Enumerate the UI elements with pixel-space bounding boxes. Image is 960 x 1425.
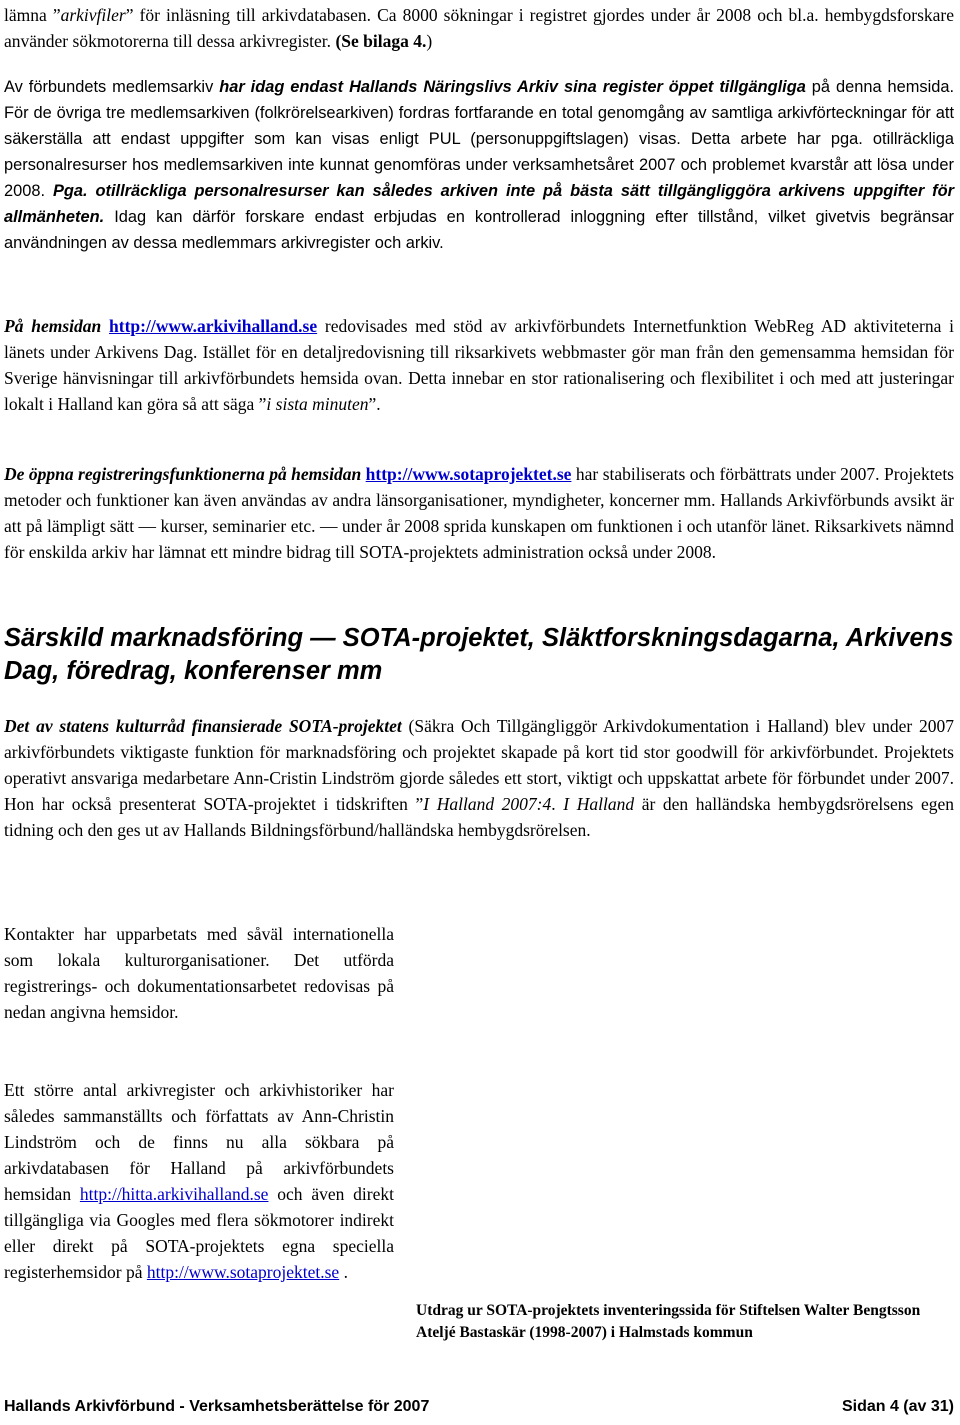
footer-title: Hallands Arkivförbund - Verksamhetsberättelse för 2007: [4, 1398, 430, 1415]
paragraph-arkivfiler: lämna ”arkivfiler” för inläsning till arkivdatabasen. Ca 8000 sökningar i registret gjordes under år 2008 och bl.a. hembygdsforskare använder sökmotorerna till dessa arkivregister. (Se bilaga 4.): [4, 5, 955, 51]
paragraph-arkivregister: Ett större antal arkivregister och arkivhistoriker har således sammanställts och författats av Ann-Christin Lindström och de finns nu alla sökbara på arkivdatabasen för Halland på arkivförbundets hemsidan http://hitta.arkivihalland.se och även direkt tillgängliga via Googles med flera sökmotorer indirekt eller direkt på SOTA-projektets egna speciella registerhemsidor på http://www.sotaprojektet.se .: [4, 1080, 394, 1282]
page-footer: [4, 1398, 954, 1422]
paragraph-kontakter: Kontakter har upparbetats med såväl internationella som lokala kulturorganisationer. Det utförda registrerings- och dokumentationsarbetet redovisas på nedan angivna hemsidor.: [4, 924, 394, 1022]
paragraph-sota-projektet: Det av statens kulturråd finansierade SOTA-projektet (Säkra Och Tillgängliggör Arkivdokumentation i Halland) blev under 2007 arkivförbundets viktigaste funktion för marknadsföring och projektet skapade på kort tid stor goodwill för arkivförbundet. Projektets operativt ansvariga medarbetare Ann-Cristin Lindström gjorde således ett stort, viktigt och uppskattat arbete för förbundet under 2007. Hon har också presenterat SOTA-projektet i tidskriften ”I Halland 2007:4. I Halland är den halländska hembygdsrörelsens egen tidning och den ges ut av Hallands Bildningsförbund/halländska hembygdsrörelsen.: [4, 716, 954, 840]
sotaprojektet-link[interactable]: http://www.sotaprojektet.se: [365, 464, 572, 484]
image-caption: Utdrag ur SOTA-projektets inventeringssida för Stiftelsen Walter Bengtsson Ateljé Bastaskär (1998-2007) i Halmstads kommun: [416, 1302, 921, 1341]
paragraph-medlemsarkiv: Av förbundets medlemsarkiv har idag endast Hallands Näringslivs Arkiv sina register öppet tillgängliga på denna hemsida. För de övriga tre medlemsarkiven (folkrörelsearkiven) fordras fortfarande en total genomgång av samtliga arkivförteckningar för att säkerställa att endast uppgifter som kan visas enligt PUL (personuppgiftslagen) visas. Detta arbete har pga. otillräckliga personalresurser hos medlemsarkiven inte kunnat genomföras under verksamhetsåret 2007 och problemet kvarstår att lösa under 2008. Pga. otillräckliga personalresurser kan således arkiven inte på bästa sätt tillgängliggöra arkivens uppgifter för allmänheten. Idag kan därför forskare endast erbjudas en kontrollerad inloggning efter tillstånd, vilket givetvis begränsar användningen av dessa medlemmars arkivregister och arkiv.: [4, 78, 955, 252]
section-heading: Särskild marknadsföring — SOTA-projektet, Släktforskningsdagarna, Arkivens Dag, föredrag, konferenser mm: [4, 624, 954, 685]
sotaprojektet-link-2[interactable]: http://www.sotaprojektet.se: [146, 1262, 340, 1282]
page-number: Sidan 4 (av 31): [841, 1398, 954, 1415]
paragraph-hemsidan: På hemsidan http://www.arkivihalland.se redovisades med stöd av arkivförbundets Internetfunktion WebReg AD aktiviteterna i länets under Arkivens Dag. Istället för en detaljredovisning till riksarkivets webbmaster gör man från den gemensamma hemsidan för Sverige hänvisningar till arkivförbundets hemsida ovan. Detta innebar en stor rationalisering och flexibilitet i och med att justeringar lokalt i Halland kan göra så att säga ”i sista minuten”.: [4, 316, 954, 414]
paragraph-registreringsfunktioner: De öppna registreringsfunktionerna på hemsidan http://www.sotaprojektet.se har stabiliserats och förbättrats under 2007. Projektets metoder och funktioner kan även användas av andra länsorganisationer, myndigheter, koncerner mm. Hallands Arkivförbunds avsikt är att på lämpligt sätt — kurser, seminarier etc. — under år 2008 sprida kunskapen om funktionen i och utanför länet. Riksarkivets nämnd för enskilda arkiv har lämnat ett mindre bidrag till SOTA-projektets administration också under 2008.: [4, 464, 954, 562]
hitta-arkivihalland-link[interactable]: http://hitta.arkivihalland.se: [79, 1184, 269, 1204]
arkivihalland-link[interactable]: http://www.arkivihalland.se: [109, 316, 318, 336]
